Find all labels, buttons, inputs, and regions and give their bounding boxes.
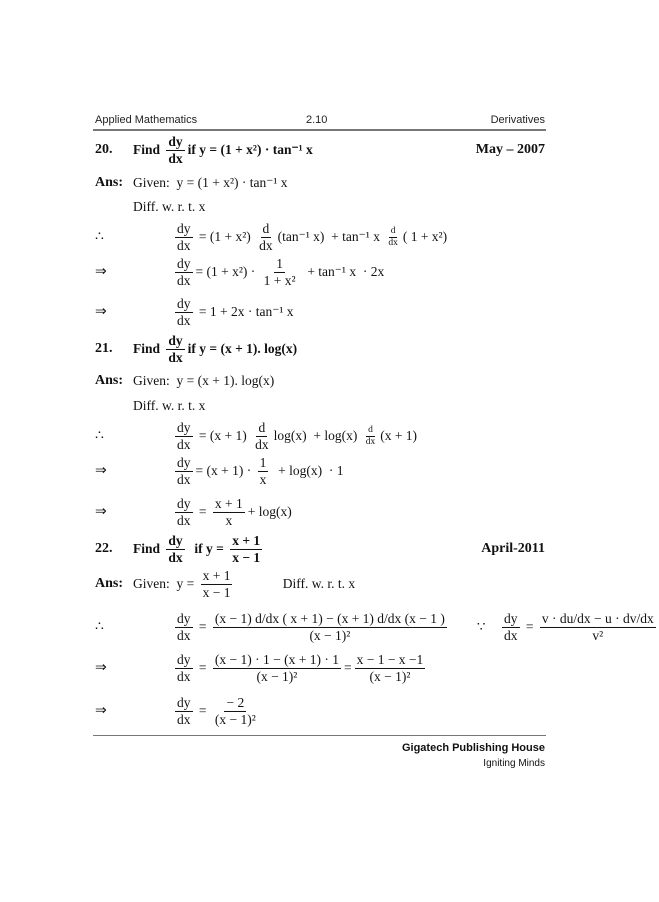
numerator: dy (177, 495, 191, 511)
math-expression (172, 695, 261, 727)
line-label: ∴ (95, 229, 104, 245)
denominator: (x − 1)² (256, 668, 298, 684)
math-expression (133, 568, 355, 600)
numerator: d (258, 419, 266, 435)
fraction (166, 134, 184, 166)
denominator: v² (592, 627, 604, 643)
math-text: log(x) + log(x) (273, 428, 361, 443)
numerator: dy (177, 610, 191, 626)
math-text: Find (133, 142, 164, 157)
math-text: Find (133, 341, 164, 356)
denominator: dx (177, 272, 191, 288)
numerator: dy (168, 133, 183, 149)
math-text: + tan⁻¹ x · 2x (300, 264, 385, 279)
denominator: dx (177, 436, 191, 452)
numerator: x + 1 (232, 532, 261, 548)
denominator: (x − 1)² (309, 627, 351, 643)
line-label: Ans: (95, 373, 124, 388)
math-expression (133, 398, 205, 414)
numerator: (x − 1) d/dx ( x + 1) − (x + 1) d/dx (x − 1 ) (214, 610, 445, 626)
line-label: 21. (95, 341, 113, 356)
math-text: = (x + 1) (195, 428, 251, 443)
fraction (230, 533, 262, 565)
math-text: = (195, 619, 210, 634)
math-expression (133, 533, 265, 565)
math-text: Find (133, 541, 164, 556)
math-text: Given: y = (1 + x²) · tan⁻¹ x (133, 175, 288, 190)
denominator: dx (168, 349, 183, 365)
math-text: = (195, 504, 210, 519)
denominator: dx (255, 436, 269, 452)
fraction (386, 226, 400, 249)
exam-date: May – 2007 (475, 142, 545, 157)
denominator: dx (168, 150, 183, 166)
math-text: Diff. w. r. t. x (235, 576, 356, 591)
line-label: ∴ (95, 619, 104, 635)
fraction (175, 611, 193, 643)
math-text: + log(x) · 1 (271, 463, 344, 478)
numerator: dy (177, 651, 191, 667)
exam-date: April-2011 (481, 541, 545, 556)
denominator: dx (168, 549, 183, 565)
math-text: (x + 1) (380, 428, 418, 443)
denominator: dx (388, 237, 398, 248)
math-expression (172, 256, 384, 288)
denominator: (x − 1)² (369, 668, 411, 684)
fraction (213, 496, 245, 528)
fraction (257, 221, 275, 253)
math-expression (172, 611, 659, 643)
math-expression (172, 296, 294, 328)
denominator: dx (365, 436, 376, 447)
math-expression (172, 652, 428, 684)
denominator: dx (177, 512, 191, 528)
math-expression (133, 333, 297, 365)
math-text: ( 1 + x²) (402, 229, 448, 244)
denominator: dx (504, 627, 518, 643)
denominator: x − 1 (202, 584, 231, 600)
footer-rule (93, 735, 546, 736)
math-expression (133, 134, 313, 166)
numerator: dy (177, 220, 191, 236)
line-label: ⇒ (95, 703, 107, 719)
line-label: ⇒ (95, 264, 107, 280)
line-label: 20. (95, 142, 113, 157)
math-text: = (1 + x²) (195, 229, 255, 244)
math-text: = (343, 660, 352, 675)
denominator: dx (177, 668, 191, 684)
numerator: d (390, 225, 396, 236)
denominator: x − 1 (232, 549, 261, 565)
math-text: Given: y = (x + 1). log(x) (133, 373, 275, 388)
math-text: = 1 + 2x · tan⁻¹ x (195, 304, 294, 319)
denominator: x (259, 471, 267, 487)
math-text: = (195, 660, 210, 675)
denominator: dx (259, 237, 273, 253)
header-page-number: 2.10 (306, 114, 328, 126)
fraction (175, 455, 193, 487)
denominator: (x − 1)² (214, 711, 256, 727)
math-text: Given: y = (133, 576, 198, 591)
denominator: dx (177, 711, 191, 727)
math-expression (133, 373, 274, 389)
line-label: ⇒ (95, 660, 107, 676)
math-text: if y = (x + 1). log(x) (187, 341, 298, 356)
denominator: dx (177, 312, 191, 328)
footer-publisher: Gigatech Publishing House (401, 742, 545, 754)
fraction (166, 533, 184, 565)
numerator: x + 1 (202, 567, 231, 583)
fraction (175, 420, 193, 452)
math-expression (133, 175, 288, 191)
fraction (258, 455, 269, 487)
fraction (175, 296, 193, 328)
math-expression (172, 420, 417, 452)
math-expression (172, 221, 447, 253)
fraction (175, 221, 193, 253)
fraction (213, 695, 258, 727)
fraction (175, 652, 193, 684)
denominator: dx (177, 627, 191, 643)
line-label: ⇒ (95, 463, 107, 479)
math-text: if y = (1 + x²) · tan⁻¹ x (187, 142, 313, 157)
line-label: Ans: (95, 576, 124, 591)
math-text: = (1 + x²) · (195, 264, 259, 279)
line-label: ⇒ (95, 504, 107, 520)
numerator: dy (177, 454, 191, 470)
fraction (166, 333, 184, 365)
numerator: dy (168, 332, 183, 348)
numerator: x + 1 (214, 495, 243, 511)
line-label: 22. (95, 541, 113, 556)
numerator: d (368, 424, 373, 435)
line-label: ⇒ (95, 304, 107, 320)
fraction (502, 611, 520, 643)
fraction (540, 611, 656, 643)
numerator: − 2 (226, 694, 245, 710)
math-text: ∵ (449, 619, 500, 634)
fraction (253, 420, 271, 452)
math-text: if y = (187, 541, 228, 556)
math-text: + log(x) (247, 504, 292, 519)
numerator: dy (177, 295, 191, 311)
fraction (262, 256, 298, 288)
fraction (213, 611, 447, 643)
math-expression (172, 496, 292, 528)
denominator: dx (177, 471, 191, 487)
fraction (364, 425, 378, 448)
denominator: dx (177, 237, 191, 253)
line-label: Ans: (95, 175, 124, 190)
math-text: = (522, 619, 537, 634)
numerator: dy (177, 255, 191, 271)
numerator: x − 1 − x −1 (356, 651, 424, 667)
numerator: v · du/dx − u · dv/dx (541, 610, 654, 626)
numerator: (x − 1) · 1 − (x + 1) · 1 (214, 651, 339, 667)
math-text: = (195, 703, 210, 718)
fraction (175, 496, 193, 528)
numerator: 1 (259, 454, 267, 470)
header-subject: Applied Mathematics (95, 114, 198, 126)
numerator: dy (504, 610, 518, 626)
math-text: = (x + 1) · (195, 463, 255, 478)
fraction (213, 652, 341, 684)
numerator: dy (177, 419, 191, 435)
math-expression (172, 455, 343, 487)
math-expression (133, 199, 205, 215)
fraction (175, 695, 193, 727)
header-chapter: Derivatives (490, 114, 545, 126)
math-text: Diff. w. r. t. x (133, 398, 206, 413)
numerator: dy (177, 694, 191, 710)
fraction (355, 652, 426, 684)
line-label: ∴ (95, 428, 104, 444)
header-rule (93, 129, 546, 131)
math-text: (tan⁻¹ x) + tan⁻¹ x (277, 229, 384, 244)
denominator: x (225, 512, 233, 528)
numerator: d (262, 220, 270, 236)
numerator: 1 (276, 255, 283, 271)
fraction (175, 256, 193, 288)
fraction (201, 568, 233, 600)
denominator: 1 + x² (263, 272, 296, 288)
numerator: dy (168, 532, 183, 548)
math-text: Diff. w. r. t. x (133, 199, 206, 214)
footer-tagline: Igniting Minds (483, 758, 545, 769)
